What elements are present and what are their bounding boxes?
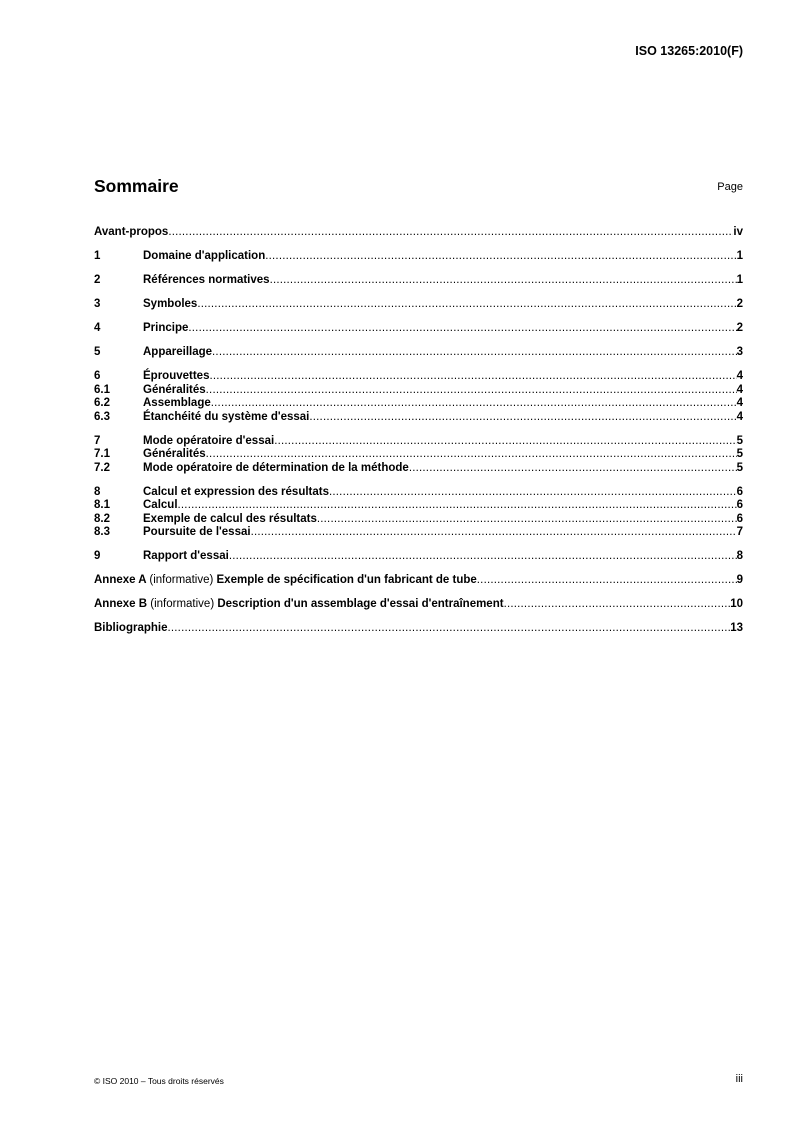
page-column-label: Page: [717, 181, 743, 193]
toc-entry-page: 9: [736, 574, 743, 586]
annex-note: (informative): [150, 598, 215, 610]
dot-leader: [329, 486, 737, 500]
toc-entry-number: 3: [94, 298, 101, 310]
toc-entry-number: 5: [94, 346, 101, 358]
toc-entry-page: 10: [730, 598, 743, 610]
footer-page-number: iii: [735, 1073, 743, 1085]
footer-copyright: © ISO 2010 – Tous droits réservés: [94, 1076, 224, 1086]
dot-leader: [212, 346, 737, 360]
toc-entry-label: Exemple de calcul des résultats: [143, 512, 317, 525]
toc-entry-number: 8.2: [94, 512, 110, 525]
annex-note: (informative): [149, 574, 214, 586]
toc-entry-label: Références normatives: [143, 274, 270, 286]
dot-leader: [270, 274, 737, 288]
toc-entry-page: 8: [736, 550, 743, 562]
toc-entry-number: 8: [94, 485, 101, 498]
document-code: ISO 13265:2010(F): [635, 44, 743, 58]
toc-entry-page: 6: [736, 499, 743, 511]
toc-entry-label: Calcul et expression des résultats: [143, 485, 329, 498]
toc-entry-number: 4: [94, 322, 101, 334]
dot-leader: [251, 526, 737, 540]
toc-entry-page: 2: [736, 322, 743, 334]
toc-entry-number: 6: [94, 370, 101, 382]
dot-leader: [188, 322, 736, 336]
toc-entry-number: 6.2: [94, 397, 110, 409]
toc-entry-8-1[interactable]: [94, 499, 743, 513]
toc-entry-page: 4: [736, 397, 743, 409]
toc-entry-9[interactable]: [94, 550, 743, 564]
dot-leader: [265, 250, 736, 264]
toc-entry-page: 7: [736, 526, 743, 538]
annex-title: Description d'un assemblage d'essai d'entraînement: [217, 598, 504, 610]
toc-entry-number: 2: [94, 274, 101, 286]
toc-entry-label: Appareillage: [143, 346, 213, 358]
dot-leader: [209, 370, 736, 384]
toc-entry-page: 13: [730, 622, 743, 634]
dot-leader: [409, 462, 737, 476]
toc-entry-5[interactable]: [94, 346, 743, 360]
toc-entry-6-3[interactable]: [94, 411, 743, 425]
toc-entry-8-2[interactable]: [94, 513, 743, 527]
dot-leader: [229, 550, 737, 564]
toc-entry-number: 8.1: [94, 499, 110, 511]
toc-entry-label: Étanchéité du système d'essai: [143, 410, 310, 423]
toc-entry-page: 4: [736, 410, 743, 423]
annex-title: Exemple de spécification d'un fabricant de tube: [216, 574, 477, 586]
dot-leader: [167, 622, 730, 636]
toc-entry-1[interactable]: [94, 250, 743, 264]
toc-entry-label: Assemblage: [143, 397, 211, 409]
toc-entry-page: 4: [736, 383, 743, 396]
toc-entry-number: 7: [94, 434, 101, 447]
toc-entry-number: 1: [94, 250, 101, 262]
toc-entry-number: 6.3: [94, 410, 110, 423]
toc-entry-page: 5: [736, 434, 743, 447]
toc-entry-number: 7.1: [94, 448, 110, 460]
toc-entry-3[interactable]: [94, 298, 743, 312]
dot-leader: [309, 411, 736, 425]
toc-entry-8-3[interactable]: [94, 526, 743, 540]
toc-entry-annexe-b[interactable]: [94, 598, 743, 612]
toc-entry-label: Mode opératoire d'essai: [143, 434, 275, 447]
annex-id: Annexe B: [94, 598, 148, 610]
toc-entry-label: Calcul: [143, 499, 178, 511]
toc-entry-6-2[interactable]: [94, 397, 743, 411]
toc-entry-number: 8.3: [94, 526, 110, 538]
toc-entry-page: 4: [736, 370, 743, 382]
toc-entry-label: Mode opératoire de détermination de la méthode: [143, 461, 409, 474]
toc-entry-7[interactable]: [94, 435, 743, 449]
toc-entry-2[interactable]: [94, 274, 743, 288]
toc-entry-page: 1: [736, 274, 743, 286]
dot-leader: [274, 435, 736, 449]
toc-title: Sommaire: [94, 176, 179, 196]
dot-leader: [477, 574, 737, 588]
toc-entry-avant-propos[interactable]: [94, 226, 743, 240]
toc-entry-annexe-a[interactable]: [94, 574, 743, 588]
toc-entry-label: Généralités: [143, 448, 206, 460]
dot-leader: [178, 499, 737, 513]
toc-entry-label: Symboles: [143, 298, 198, 310]
toc-entry-label: Éprouvettes: [143, 370, 210, 382]
dot-leader: [168, 226, 733, 240]
annex-id: Annexe A: [94, 574, 147, 586]
toc-entry-label: Domaine d'application: [143, 250, 266, 262]
toc-entry-label: [94, 574, 477, 588]
toc-entry-bibliographie[interactable]: [94, 622, 743, 636]
toc-entry-label: Principe: [143, 322, 189, 334]
toc-entry-7-1[interactable]: [94, 448, 743, 462]
toc-entry-page: 1: [736, 250, 743, 262]
toc-entry-label: Bibliographie: [94, 622, 168, 634]
toc-entry-label: Avant-propos: [94, 226, 169, 238]
toc-entry-number: 6.1: [94, 383, 110, 396]
toc-entry-page: 6: [736, 512, 743, 525]
toc-entry-number: 7.2: [94, 461, 110, 474]
toc-entry-number: 9: [94, 550, 101, 562]
toc-entry-page: 2: [736, 298, 743, 310]
toc-entry-6[interactable]: [94, 370, 743, 384]
toc-entry-page: 3: [736, 346, 743, 358]
dot-leader: [206, 384, 737, 398]
toc-entry-page: 6: [736, 485, 743, 498]
dot-leader: [206, 448, 737, 462]
toc-entry-page: iv: [733, 226, 743, 238]
toc-entry-6-1[interactable]: [94, 384, 743, 398]
toc-entry-7-2[interactable]: [94, 462, 743, 476]
dot-leader: [317, 513, 737, 527]
dot-leader: [197, 298, 736, 312]
toc-entry-label: [94, 598, 504, 612]
table-of-contents: [94, 226, 743, 636]
toc-entry-4[interactable]: [94, 322, 743, 336]
dot-leader: [504, 598, 731, 612]
toc-entry-page: 5: [736, 461, 743, 474]
toc-entry-label: Généralités: [143, 383, 206, 396]
toc-entry-label: Rapport d'essai: [143, 550, 229, 562]
toc-entry-page: 5: [736, 448, 743, 460]
toc-entry-label: Poursuite de l'essai: [143, 526, 251, 538]
toc-entry-8[interactable]: [94, 486, 743, 500]
dot-leader: [211, 397, 737, 411]
